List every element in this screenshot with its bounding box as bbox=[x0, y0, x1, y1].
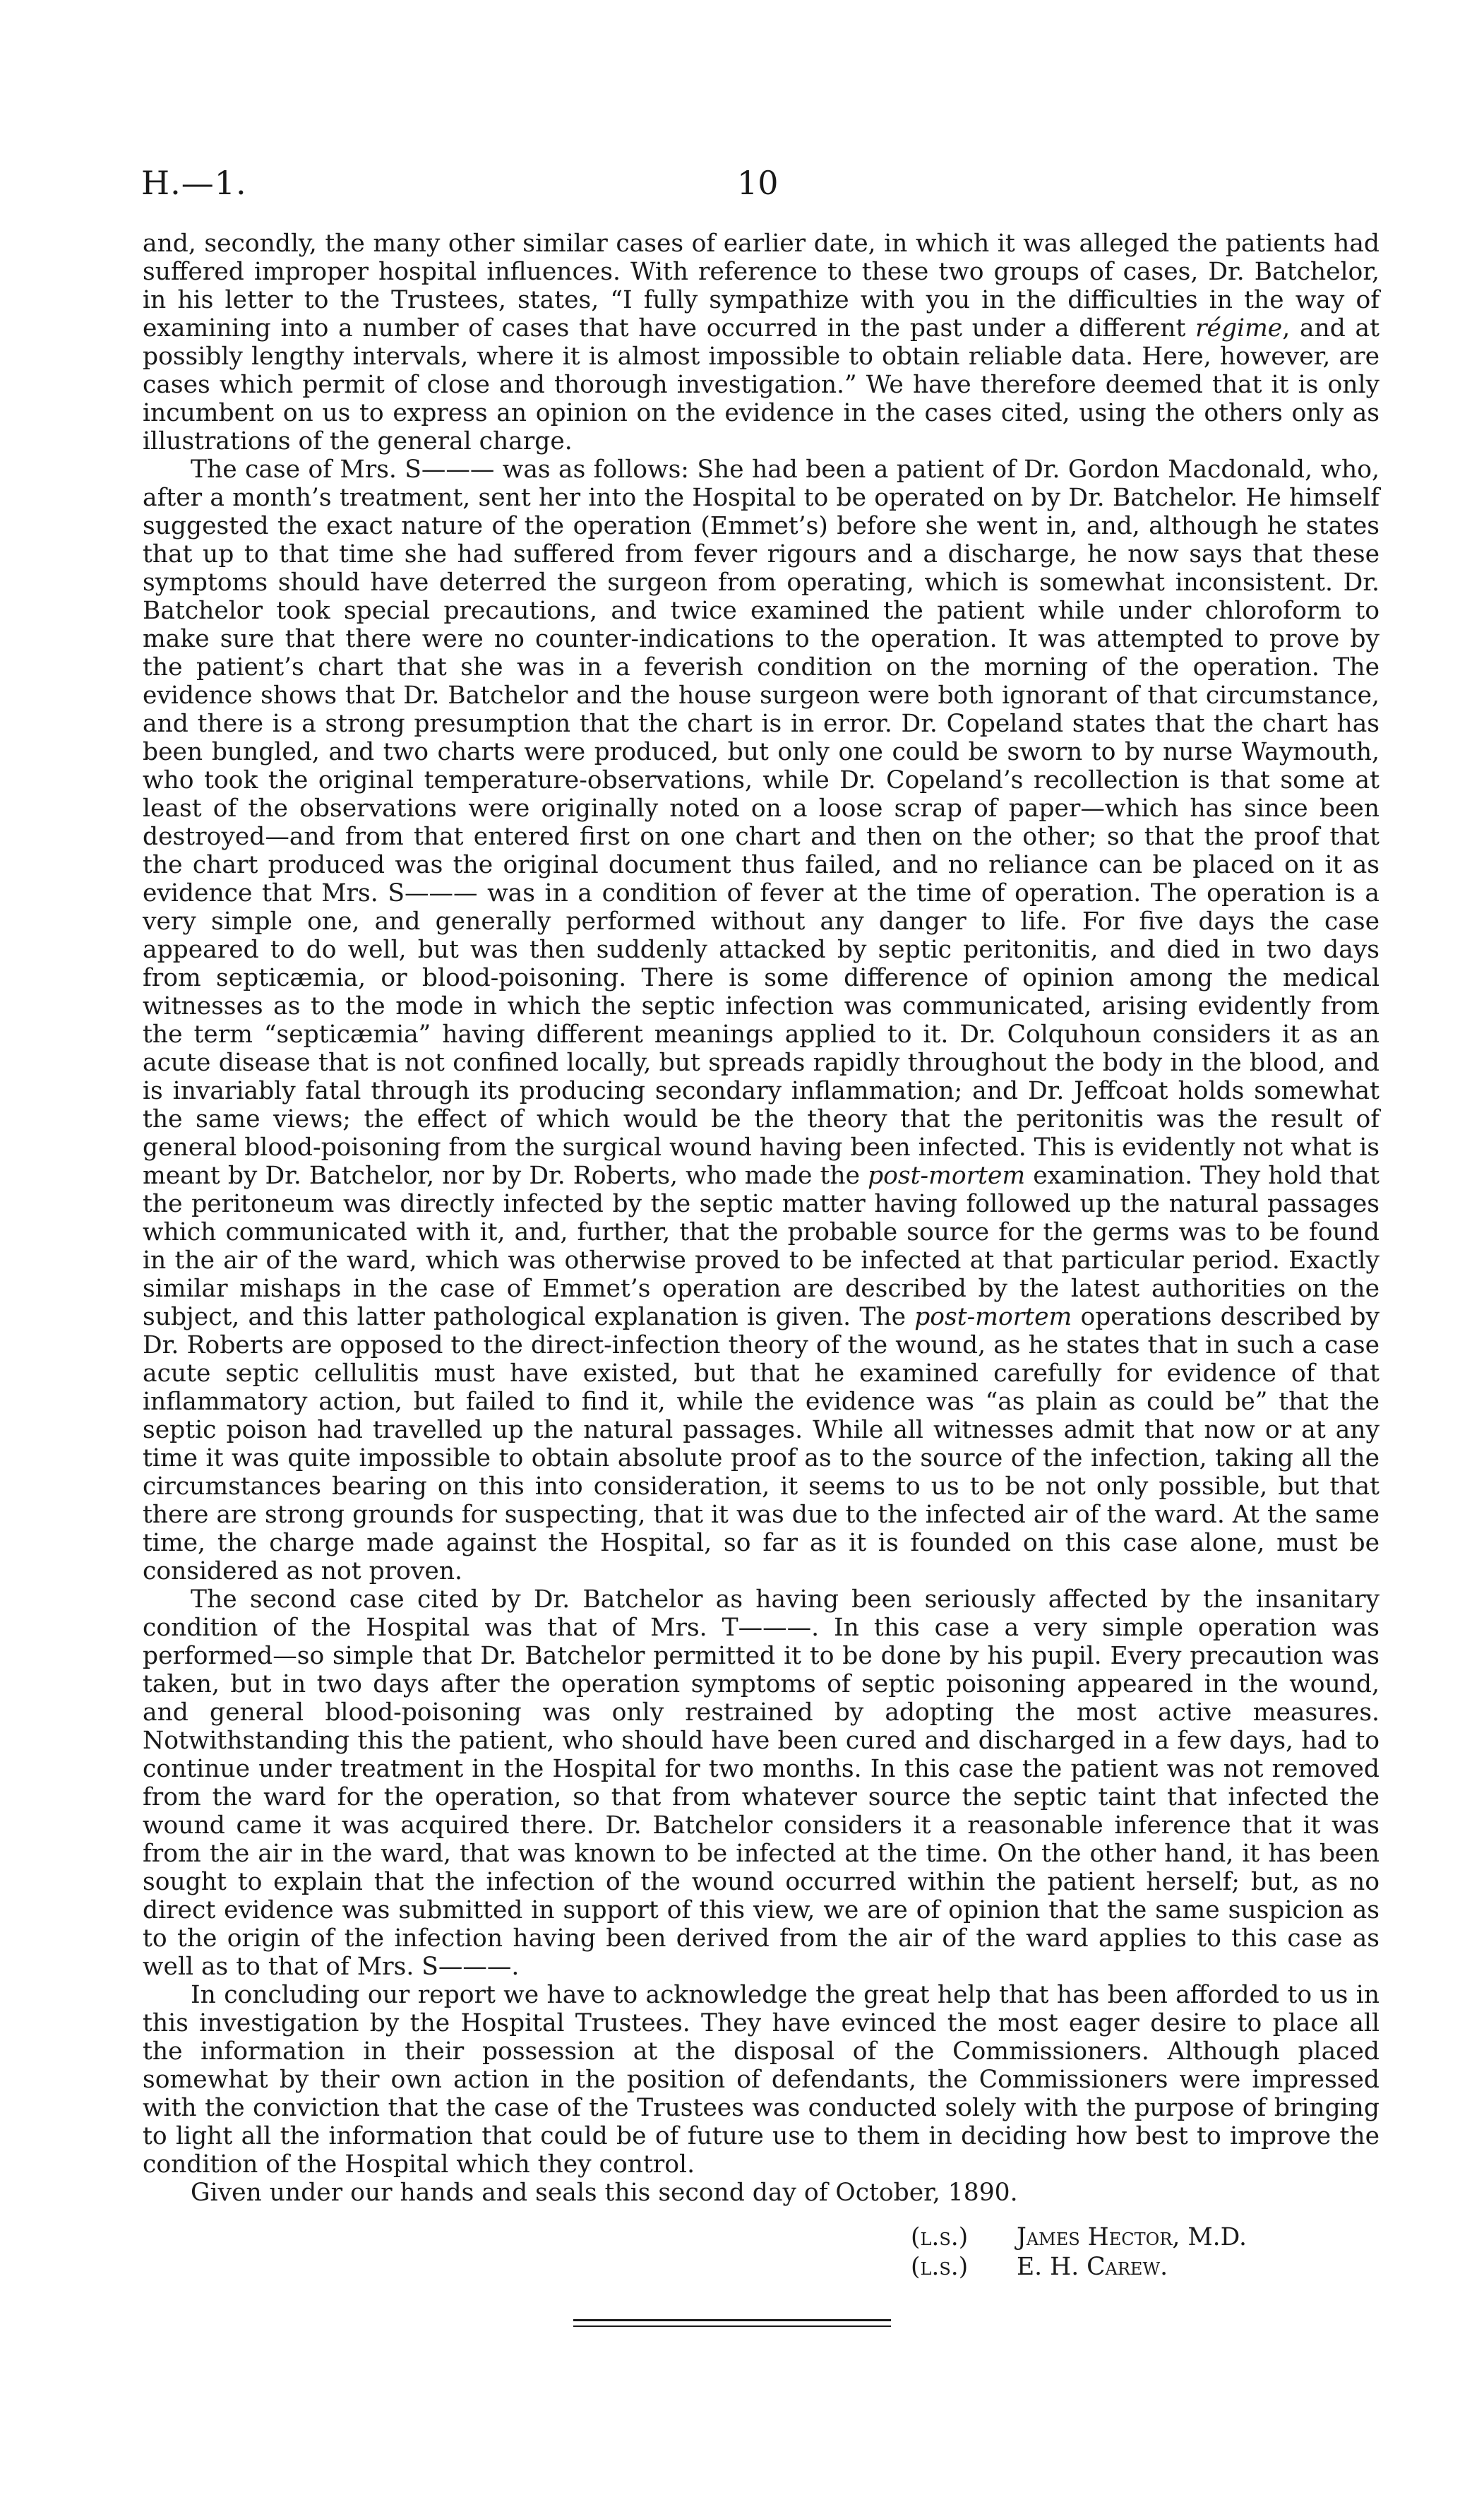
paragraph-3 bbox=[143, 1585, 1380, 1981]
page-number: 10 bbox=[737, 164, 779, 202]
paragraph-text: operations described by Dr. Roberts are opposed to the direct-infection theory of the wound, as he states that in such a case acute septic cellulitis must have existed, but that he examined carefully for evidence of that inflammatory action, but failed to find it, while the evidence was “as plain as could be” that the septic poison had travelled up the natural passages. While all witnesses admit that now or at any time it was quite impossible to obtain absolute proof as to the source of the infection, taking all the circumstances bearing on this into consideration, it seems to us to be not only possible, but that there are strong grounds for suspecting, that it was due to the infected air of the ward. At the same time, the charge made against the Hospital, so far as it is founded on this case alone, must be considered as not proven. bbox=[143, 1303, 1380, 1585]
report-body bbox=[143, 230, 1380, 2207]
paragraph-text: The second case cited by Dr. Batchelor as having been seriously affected by the insanitary condition of the Hospital was that of Mrs. T———. In this case a very simple operation was performed—so simple that Dr. Batchelor permitted it to be done by his pupil. Every precaution was taken, but in two days after the operation symptoms of septic poisoning appeared in the wound, and general blood-poisoning was only restrained by adopting the most active measures. Notwithstanding this the patient, who should have been cured and discharged in a few days, had to continue under treatment in the Hospital for two months. In this case the patient was not removed from the ward for the operation, so that from whatever source the septic taint that infected the wound came it was acquired there. Dr. Batchelor considers it a reasonable inference that it was from the air in the ward, that was known to be infected at the time. On the other hand, it has been sought to explain that the infection of the wound occurred within the patient herself; but, as no direct evidence was submitted in support of this view, we are of opinion that the same suspicion as to the origin of the infection having been derived from the air of the ward applies to this case as well as to that of Mrs. S———. bbox=[143, 1585, 1380, 1981]
end-rule-thick bbox=[573, 2319, 891, 2321]
italic-term: post-mortem bbox=[914, 1303, 1072, 1331]
closing-line: Given under our hands and seals this second day of October, 1890. bbox=[191, 2179, 1018, 2207]
paragraph-text: examination. They hold that the peritoneum was directly infected by the septic matter having followed up the natural passages which communicated with it, and, further, that the probable source for the germs was to be found in the air of the ward, which was otherwise proved to be infected at that particular period. Exactly similar mishaps in the case of Emmet’s operation are described by the latest authorities on the subject, and this latter pathological explanation is given. The bbox=[143, 1162, 1380, 1331]
paragraph-1 bbox=[143, 230, 1380, 455]
document-reference: H.—1. bbox=[141, 164, 247, 202]
signatory-name: James Hector, M.D. bbox=[1017, 2223, 1247, 2251]
seal-mark: (l.s.) bbox=[911, 2253, 969, 2281]
italic-term: post-mortem bbox=[868, 1162, 1026, 1190]
paragraph-text: and, secondly, the many other similar cases of earlier date, in which it was alleged the patients had suffered improper hospital influences. With reference to these two groups of cases, Dr. Batchelor, in his letter to the Trustees, states, “I fully sympathize with you in the difficulties in the way of examining into a number of cases that have occurred in the past under a different bbox=[143, 230, 1380, 343]
signatory-name: E. H. Carew. bbox=[1017, 2253, 1168, 2281]
signature-row bbox=[911, 2222, 1247, 2252]
paragraph-text: , and at possibly lengthy intervals, where it is almost impossible to obtain reliable data. Here, however, are cases which permit of close and thorough investigation.” We have therefore deemed that it is only incumbent on us to express an opinion on the evidence in the cases cited, using the others only as illustrations of the general charge. bbox=[143, 314, 1380, 455]
paragraph-4 bbox=[143, 1981, 1380, 2179]
signature-row bbox=[911, 2252, 1247, 2282]
paragraph-text: In concluding our report we have to acknowledge the great help that has been afforded to us in this investigation by the Hospital Trustees. They have evinced the most eager desire to place all the information in their possession at the disposal of the Commissioners. Although placed somewhat by their own action in the position of defendants, the Commissioners were impressed with the conviction that the case of the Trustees was conducted solely with the purpose of bringing to light all the information that could be of future use to them in deciding how best to improve the condition of the Hospital which they control. bbox=[143, 1981, 1380, 2179]
page-header bbox=[141, 164, 1343, 206]
italic-term: régime bbox=[1195, 314, 1283, 343]
end-rule-thin bbox=[573, 2326, 891, 2327]
signature-block bbox=[911, 2222, 1247, 2282]
paragraph-2 bbox=[143, 455, 1380, 1585]
seal-mark: (l.s.) bbox=[911, 2223, 969, 2251]
paragraph-text: The case of Mrs. S——— was as follows: She had been a patient of Dr. Gordon Macdonald, who, after a month’s treatment, sent her into the Hospital to be operated on by Dr. Batchelor. He himself suggested the exact nature of the operation (Emmet’s) before she went in, and, although he states that up to that time she had suffered from fever rigours and a discharge, he now says that these symptoms should have deterred the surgeon from operating, which is somewhat inconsistent. Dr. Batchelor took special precautions, and twice examined the patient while under chloroform to make sure that there were no counter-indications to the operation. It was attempted to prove by the patient’s chart that she was in a feverish condition on the morning of the operation. The evidence shows that Dr. Batchelor and the house surgeon were both ignorant of that circumstance, and there is a strong presumption that the chart is in error. Dr. Copeland states that the chart has been bungled, and two charts were produced, but only one could be sworn to by nurse Waymouth, who took the original temperature-observations, while Dr. Copeland’s recollection is that some at least of the observations were originally noted on a loose scrap of paper—which has since been destroyed—and from that entered first on one chart and then on the other; so that the proof that the chart produced was the original document thus failed, and no reliance can be placed on it as evidence that Mrs. S——— was in a condition of fever at the time of operation. The operation is a very simple one, and generally performed without any danger to life. For five days the case appeared to do well, but was then suddenly attacked by septic peritonitis, and died in two days from septicæmia, or blood-poisoning. There is some difference of opinion among the medical witnesses as to the mode in which the septic infection was communicated, arising evidently from the term “septicæmia” having different meanings applied to it. Dr. Colquhoun considers it as an acute disease that is not confined locally, but spreads rapidly throughout the body in the blood, and is invariably fatal through its producing secondary inflammation; and Dr. Jeffcoat holds somewhat the same views; the effect of which would be the theory that the peritonitis was the result of general blood-poisoning from the surgical wound having been infected. This is evidently not what is meant by Dr. Batchelor, nor by Dr. Roberts, who made the bbox=[143, 455, 1380, 1190]
